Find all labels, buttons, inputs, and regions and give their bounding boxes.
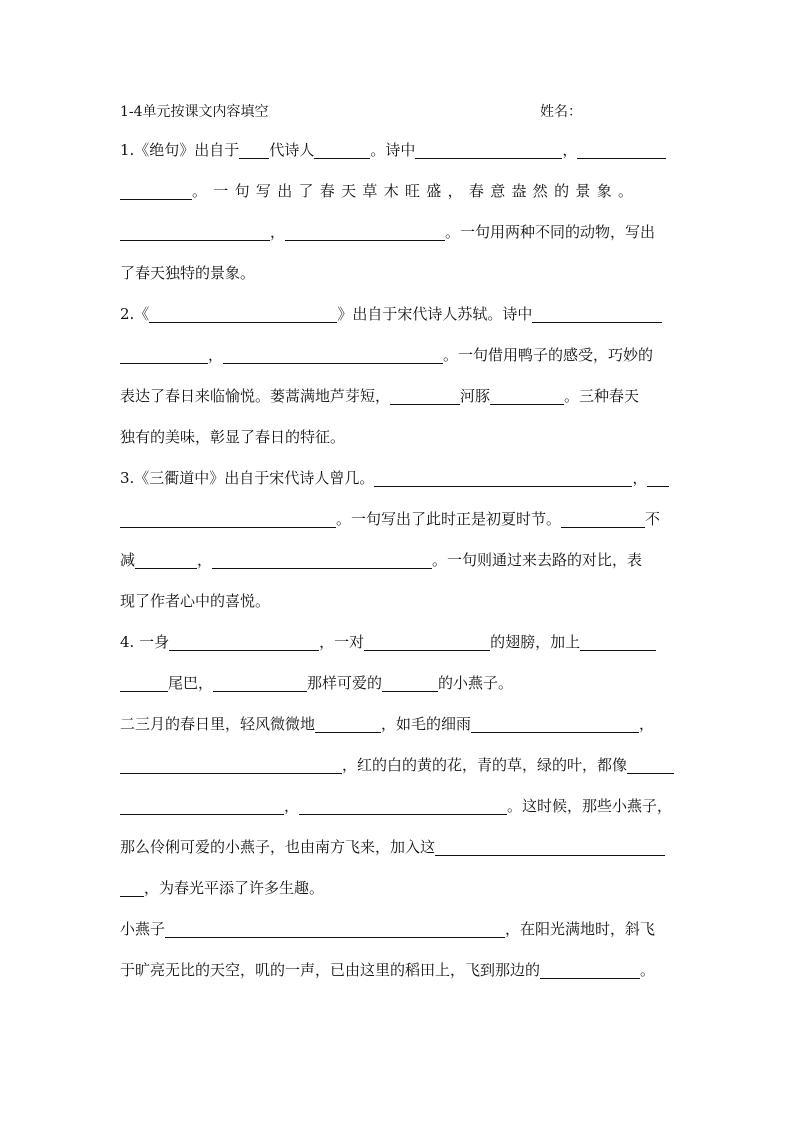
blank-q4-swallow-action[interactable] <box>165 917 505 938</box>
worksheet-title: 1-4单元按课文内容填空 <box>120 104 269 120</box>
q4-line-5 <box>120 786 674 827</box>
q4-text: ，在阳光满地时，斜飞 <box>505 920 656 938</box>
q4-text: 那样可爱的 <box>307 674 383 692</box>
q4-text: 的小燕子。 <box>438 674 514 692</box>
q2-line-1 <box>120 294 674 335</box>
q2-text: 。一句借用鸭子的感受，巧妙的 <box>443 346 654 364</box>
q4-line-7 <box>120 868 674 909</box>
q2-text: 独有的美味，彰显了春日的特征。 <box>120 428 346 446</box>
blank-q1-verse-1[interactable] <box>415 138 562 159</box>
blank-q1-verse-2b[interactable] <box>120 179 192 200</box>
q1-text: 了春天独特的景象。 <box>120 264 256 282</box>
q3-text: ， <box>197 551 213 569</box>
q4-text: 4. 一身 <box>120 633 170 651</box>
q4-line-6 <box>120 827 674 868</box>
blank-q4-compose[interactable] <box>213 671 307 692</box>
q2-line-3 <box>120 376 674 417</box>
blank-q1-verse-4[interactable] <box>285 220 445 241</box>
blank-q4-join-a[interactable] <box>435 835 665 856</box>
blank-q4-rain-a[interactable] <box>471 712 639 733</box>
q4-text: 于旷亮无比的天空，叽的一声，已由这里的稻田上，飞到那边的 <box>120 961 541 979</box>
q4-line-1 <box>120 622 674 663</box>
blank-q3-phrase-2[interactable] <box>135 548 197 569</box>
q2-line-2 <box>120 335 674 376</box>
q1-text: 1.《绝句》出自于 <box>120 141 240 159</box>
q4-line-8 <box>120 909 674 950</box>
q3-line-4 <box>120 581 674 622</box>
blank-q4-join-b[interactable] <box>120 876 144 897</box>
q3-text: 不 <box>645 510 661 528</box>
q1-line-4 <box>120 253 674 294</box>
q4-text: ， <box>639 715 655 733</box>
blank-q3-verse-2b[interactable] <box>120 507 336 528</box>
worksheet-header <box>120 101 674 121</box>
q2-text: 河豚 <box>460 387 491 405</box>
q4-line-2 <box>120 663 674 704</box>
blank-q1-dynasty[interactable] <box>239 138 269 159</box>
blank-q4-breeze[interactable] <box>315 712 381 733</box>
q3-text: 现了作者心中的喜悦。 <box>120 592 271 610</box>
q1-line-1 <box>120 130 674 171</box>
q4-text: ， <box>284 797 300 815</box>
blank-q2-verse-2[interactable] <box>223 343 443 364</box>
q2-text: 。三种春天 <box>564 387 640 405</box>
q1-text: 。诗中 <box>370 141 416 159</box>
blank-q4-wings[interactable] <box>364 630 490 651</box>
blank-q4-tail-b[interactable] <box>120 671 168 692</box>
blank-q3-phrase-1[interactable] <box>561 507 645 528</box>
q2-text: 2.《 <box>120 305 150 323</box>
q4-text: ，红的白的黄的花，青的草，绿的叶，都像 <box>342 756 628 774</box>
q1-line-2 <box>120 171 674 212</box>
q3-line-3 <box>120 540 674 581</box>
q3-text: 。一句则通过来去路的对比，表 <box>432 551 643 569</box>
q4-line-4 <box>120 745 674 786</box>
q4-text: ，如毛的细雨 <box>381 715 472 733</box>
blank-q1-poet[interactable] <box>314 138 370 159</box>
q1-text: ， <box>270 223 286 241</box>
q4-text: ，一对 <box>319 633 365 651</box>
blank-q4-body[interactable] <box>169 630 319 651</box>
q3-text: 3.《三衢道中》出自于宋代诗人曾几。 <box>120 469 375 487</box>
q3-text: 。一句写出了此时正是初夏时节。 <box>336 510 562 528</box>
blank-q2-phrase-1[interactable] <box>390 384 460 405</box>
q3-line-2 <box>120 499 674 540</box>
blank-q3-verse-1[interactable] <box>374 466 632 487</box>
blank-q4-rain-b[interactable] <box>120 753 342 774</box>
blank-q4-spring-scene[interactable] <box>299 794 507 815</box>
q4-text: 二三月的春日里，轻风微微地 <box>120 715 316 733</box>
q2-line-4 <box>120 417 674 458</box>
blank-q4-tail-a[interactable] <box>580 630 656 651</box>
q4-text: 小燕子 <box>120 920 166 938</box>
q3-text: 减 <box>120 551 136 569</box>
q4-line-3 <box>120 704 674 745</box>
q2-text: 表达了春日来临愉悦。蒌蒿满地芦芽短， <box>120 387 391 405</box>
blank-q4-gather-a[interactable] <box>627 753 674 774</box>
q3-line-1 <box>120 458 674 499</box>
q1-text: 。一句用两种不同的动物，写出 <box>445 223 656 241</box>
blank-q1-verse-3[interactable] <box>120 220 270 241</box>
blank-q4-destination[interactable] <box>540 958 640 979</box>
q4-text: 尾巴， <box>168 674 214 692</box>
blank-q4-gather-b[interactable] <box>120 794 284 815</box>
worksheet-content <box>120 130 674 991</box>
blank-q2-phrase-2[interactable] <box>490 384 564 405</box>
q4-text: ，为春光平添了许多生趣。 <box>144 879 325 897</box>
name-label: 姓名： <box>540 104 582 120</box>
blank-q3-verse-2a[interactable] <box>647 466 669 487</box>
q1-line-3 <box>120 212 674 253</box>
q1-text: 代诗人 <box>269 141 315 159</box>
blank-q1-verse-2a[interactable] <box>577 138 666 159</box>
blank-q2-verse-1a[interactable] <box>532 302 662 323</box>
blank-q3-verse-4[interactable] <box>212 548 432 569</box>
q2-text: ， <box>208 346 224 364</box>
blank-q2-verse-1b[interactable] <box>120 343 208 364</box>
q3-text: ， <box>632 469 648 487</box>
blank-q2-poem-title[interactable] <box>149 302 337 323</box>
q4-text: 那么伶俐可爱的小燕子，也由南方飞来，加入这 <box>120 838 436 856</box>
q1-text: 。一句写出了春天草木旺盛，春意盎然的景象。 <box>192 182 640 200</box>
q4-text: 。这时候，那些小燕子， <box>507 797 673 815</box>
q1-text: ， <box>562 141 578 159</box>
q4-text: 。 <box>640 961 656 979</box>
q4-text: 的翅膀，加上 <box>490 633 581 651</box>
q2-text: 》出自于宋代诗人苏轼。诗中 <box>337 305 533 323</box>
q4-line-9 <box>120 950 674 991</box>
blank-q4-lively[interactable] <box>382 671 438 692</box>
